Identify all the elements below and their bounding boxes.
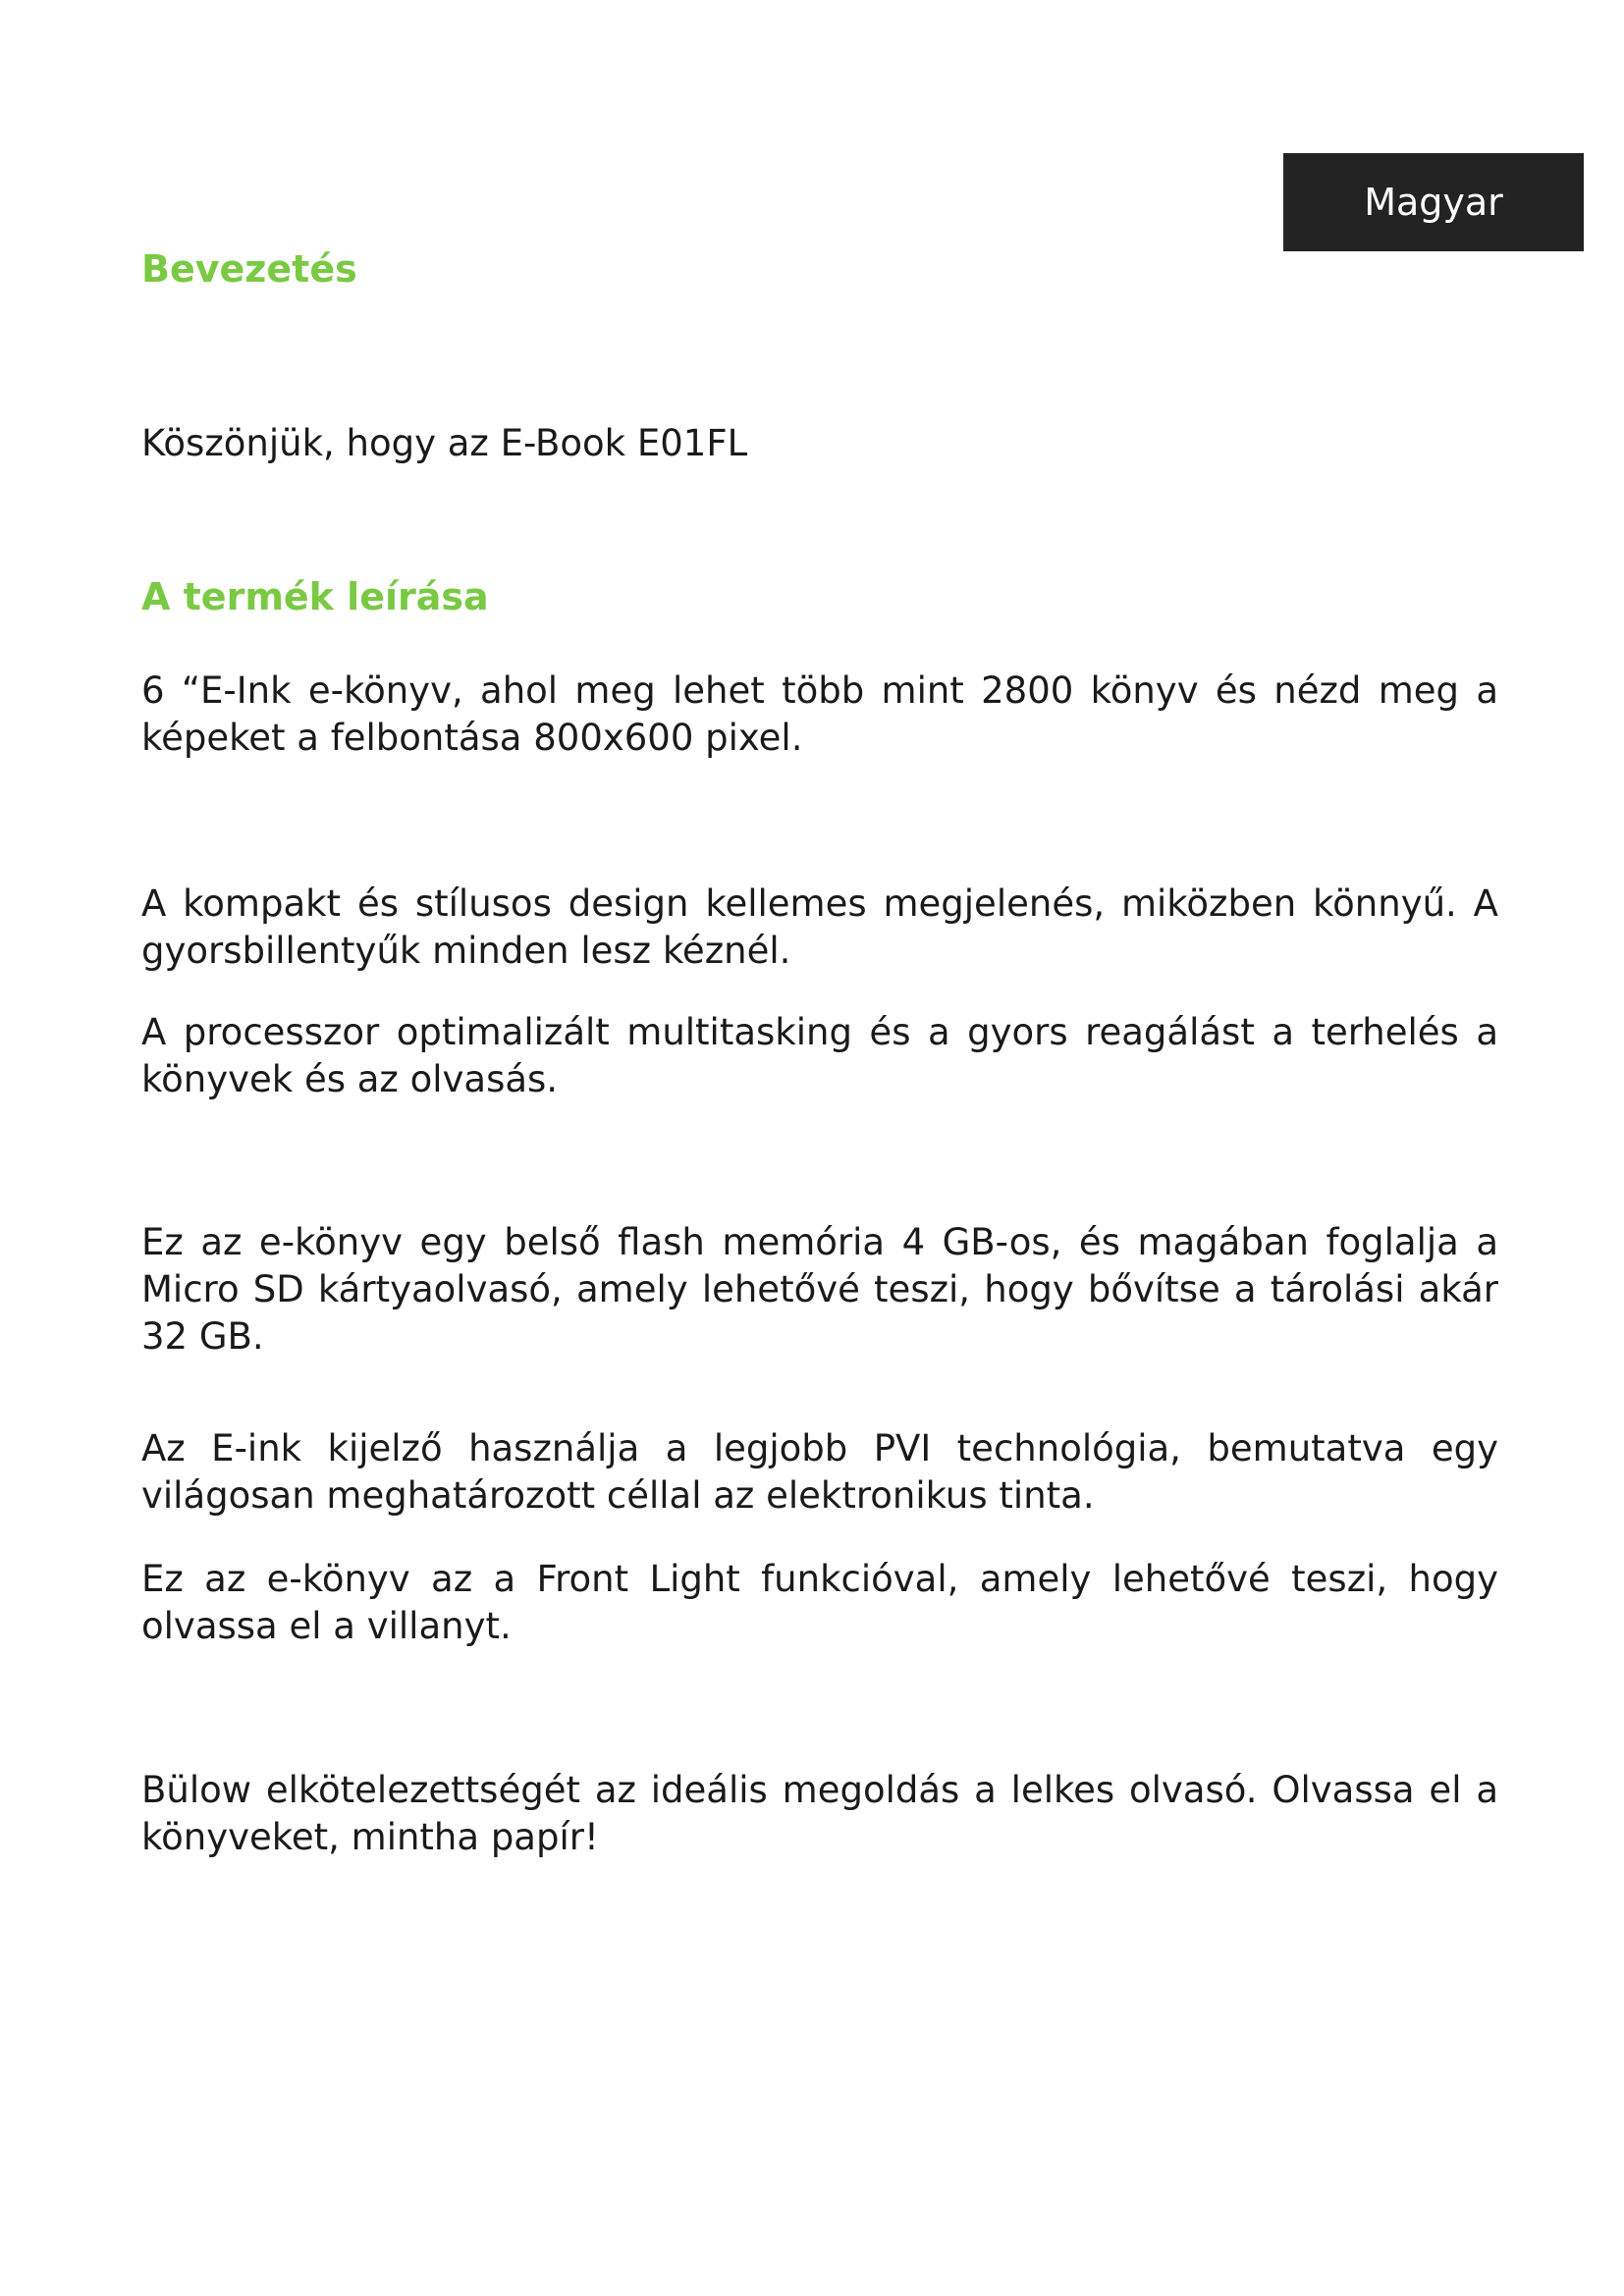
paragraph-display: 6 “E-Ink e-könyv, ahol meg lehet több mint 2800 könyv és nézd meg a képeket a felbontása 800x600 pixel. (141, 669, 1498, 759)
paragraph-design: A kompakt és stílusos design kellemes megjelenés, miközben könnyű. A gyorsbillentyűk minden lesz kéznél. (141, 882, 1498, 972)
paragraph-memory: Ez az e-könyv egy belső flash memória 4 GB-os, és magában foglalja a Micro SD kártyaolvasó, amely lehetővé teszi, hogy bővítse a tárolási akár 32 GB. (141, 1221, 1498, 1358)
paragraph-processor: A processzor optimalizált multitasking és a gyors reagálást a terhelés a könyvek és az olvasás. (141, 1011, 1498, 1100)
product-description-heading: A termék leírása (141, 575, 489, 618)
intro-paragraph: Köszönjük, hogy az E-Book E01FL (141, 422, 748, 464)
paragraph-eink: Az E-ink kijelző használja a legjobb PVI technológia, bemutatva egy világosan meghatározott céllal az elektronikus tinta. (141, 1427, 1498, 1517)
paragraph-closing: Bülow elkötelezettségét az ideális megoldás a lelkes olvasó. Olvassa el a könyveket, mintha papír! (141, 1769, 1498, 1858)
intro-heading: Bevezetés (141, 247, 357, 291)
language-tab: Magyar (1283, 153, 1584, 251)
paragraph-front-light: Ez az e-könyv az a Front Light funkcióval, amely lehetővé teszi, hogy olvassa el a villanyt. (141, 1558, 1498, 1647)
